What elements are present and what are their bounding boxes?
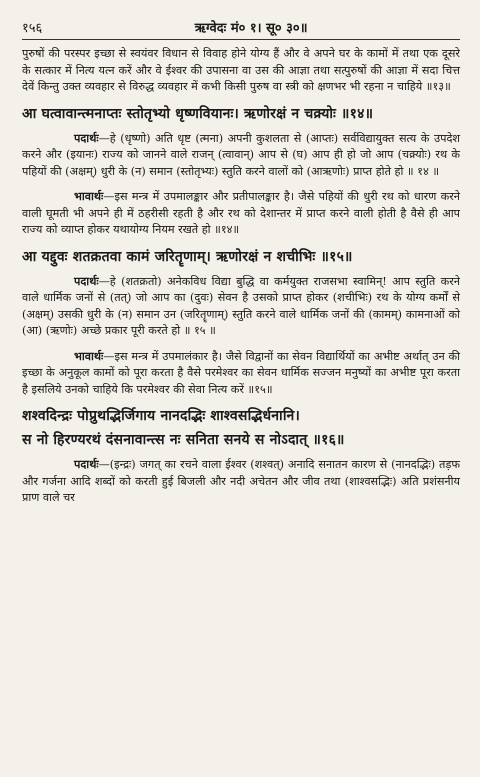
- page-header: [22, 18, 460, 40]
- bhavartha-text: —इस मन्त्र में उपमालंकार है। जैसे विद्वानों का सेवन विद्यार्थियों का अभीष्ट अर्थात् उन की इच्छा के अनुकूल कामों को पूरा करता है वैसे परमेश्वर का सेवन धार्मिक सज्जन मनुष्यों का अभीष्ट पूरा करता है इसलिये उनको चाहिये कि परमेश्वर की सेवा नित्य करें ॥१५॥: [22, 349, 460, 396]
- padartha-text: —हे (शतक्रतो) अनेकविध विद्या बुद्धि वा कर्मयुक्त राजसभा स्वामिन्! आप स्तुति करने वाले धार्मिक जनों से (तत्) जो आप का (दुवः) सेवन है उसको प्राप्त होकर (शचीभिः) रथ के योग्य कर्मों से (अक्षम्) उसकी धुरी के (न) समान उन (जरितॄणाम्) स्तुति करने वाले धार्मिक जनों की (कामम्) कामनाओं को (आ) (ऋणोः) अच्छे प्रकार पूरी करते हो ॥ १५ ॥: [22, 274, 460, 337]
- intro-paragraph: पुरुषों की परस्पर इच्छा से स्वयंवर विधान से विवाह होने योग्य हैं और वे अपने घर के कामों में तथा एक दूसरे के सत्कार में नित्य यत्न करें और वे ईश्वर की उपासना वा उस की आज्ञा तथा सत्पुरुषों की आज्ञा में सदा चित्त देवें किन्तु उक्त व्यवहार से विरुद्ध व्यवहार में कभी किसी पुरुष वा स्त्री को क्षणभर भी रहना न चाहिये ॥१३॥: [22, 47, 460, 93]
- mantra-16-line-1: शश्वदिन्द्रः पोप्रुथद्भिर्जिगाय नानदद्भिः शाश्वसद्भिर्धनानि।: [22, 408, 300, 424]
- bhavartha-15: [22, 348, 460, 399]
- mantra-15: आ यद्दुवः शतक्रतवा कामं जरितॄणाम्। ऋणोरक्षं न शचीभिः ॥१५॥: [22, 248, 353, 265]
- padartha-label: पदार्थः: [74, 273, 99, 288]
- bhavartha-text: —इस मन्त्र में उपमालङ्कार और प्रतीपालङ्कार है। जैसे पहियों की धुरी रथ को धारण करने वाली घूमती भी अपने ही में ठहरीसी रहती है और रथ को देशान्तर में प्राप्त करने वाली होती है वैसे ही आप राज्य को व्याप्त होकर यथायोग्य नियम रखते हो ॥१४॥: [22, 190, 460, 236]
- padartha-14: [22, 130, 460, 181]
- padartha-16: [22, 456, 460, 507]
- mantra-16-line-2: स नो हिरण्यरथं दंसनावान्त्स नः सनिता सनये स नोऽदात् ॥१६॥: [22, 432, 345, 448]
- padartha-15: [22, 273, 460, 340]
- bhavartha-label: भावार्थः: [74, 348, 104, 363]
- bhavartha-label: भावार्थः: [74, 189, 104, 203]
- padartha-label: पदार्थः: [74, 130, 99, 145]
- bhavartha-14: [22, 188, 460, 239]
- padartha-label: पदार्थः: [74, 457, 99, 471]
- mantra-14: आ घत्वावान्त्मनाप्तः स्तोतृभ्यो धृष्णवियानः। ऋणोरक्षं न चक्र्योः ॥१४॥: [22, 105, 374, 122]
- page-title: ऋग्वेदः मं० १। सू० ३०॥: [194, 21, 308, 36]
- padartha-text: —हे (धृष्णो) अति धृष्ट (त्मना) अपनी कुशलता से (आप्तः) सर्वविद्यायुक्त सत्य के उपदेश करने और (इयानः) राज्य को जानने वाले राजन् (त्वावान्) आप से (घ) आप ही हो जो आप (चक्र्योः) रथ के पहियों की (अक्षम्) धुरी के (न) समान (स्तोतृभ्यः) स्तुति करने वालों को (आऋणोः) प्राप्त होते हो ॥ १४ ॥: [22, 131, 460, 178]
- page-number: १५६: [22, 21, 43, 36]
- padartha-text: —(इन्द्रः) जगत् का रचने वाला ईश्वर (शश्वत्) अनादि सनातन कारण से (नानदद्भिः) तड़फ और गर्जना आदि शब्दों को करती हुई बिजली और नदी अचेतन और जीव तथा (शाश्वसद्भिः) अति प्रशंसनीय प्राण वाले चर: [22, 458, 460, 504]
